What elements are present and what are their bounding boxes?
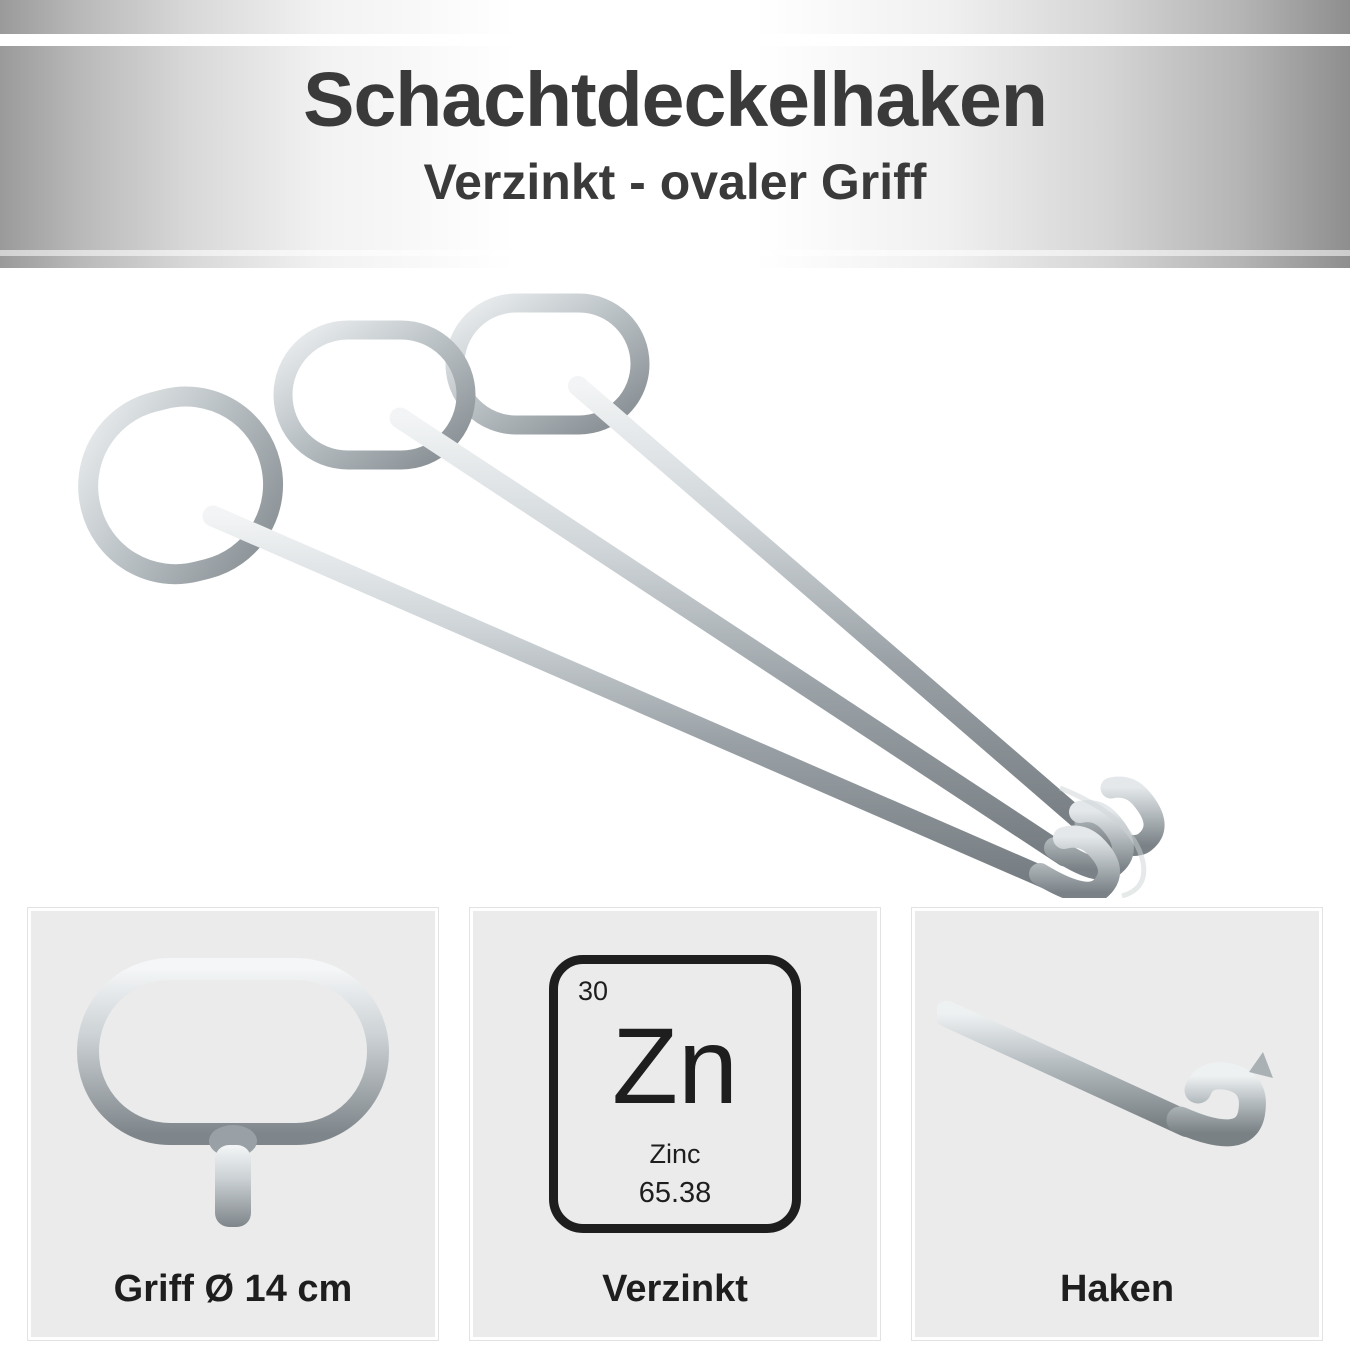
hero-image [0, 268, 1350, 898]
handle-figure [31, 911, 435, 1268]
feature-card-handle[interactable] [28, 908, 438, 1340]
feature-card-hook[interactable] [912, 908, 1322, 1340]
header-banner [0, 0, 1350, 268]
page-title: Schachtdeckelhaken [303, 57, 1047, 143]
zinc-element-tile [549, 955, 801, 1233]
zinc-symbol: Zn [611, 1004, 739, 1126]
hook-figure [915, 911, 1319, 1268]
hook-tip-icon [937, 954, 1297, 1234]
zinc-atomic-weight: 65.38 [638, 1176, 712, 1209]
header-divider-top [0, 34, 1350, 46]
feature-card-zinc-label: Verzinkt [602, 1268, 748, 1310]
feature-card-row [0, 898, 1350, 1350]
oval-handle-icon [63, 949, 403, 1239]
feature-card-handle-label: Griff Ø 14 cm [113, 1268, 353, 1310]
zinc-element-name: Zinc [649, 1138, 701, 1169]
hook-item-1 [70, 378, 1109, 893]
page-subtitle: Verzinkt - ovaler Griff [423, 153, 927, 210]
zinc-figure [473, 911, 877, 1268]
manhole-hook-illustration [0, 268, 1350, 898]
feature-card-zinc[interactable] [470, 908, 880, 1340]
zinc-atomic-number: 30 [578, 975, 609, 1006]
feature-card-hook-label: Haken [1059, 1268, 1175, 1310]
header-divider-bottom [0, 250, 1350, 256]
